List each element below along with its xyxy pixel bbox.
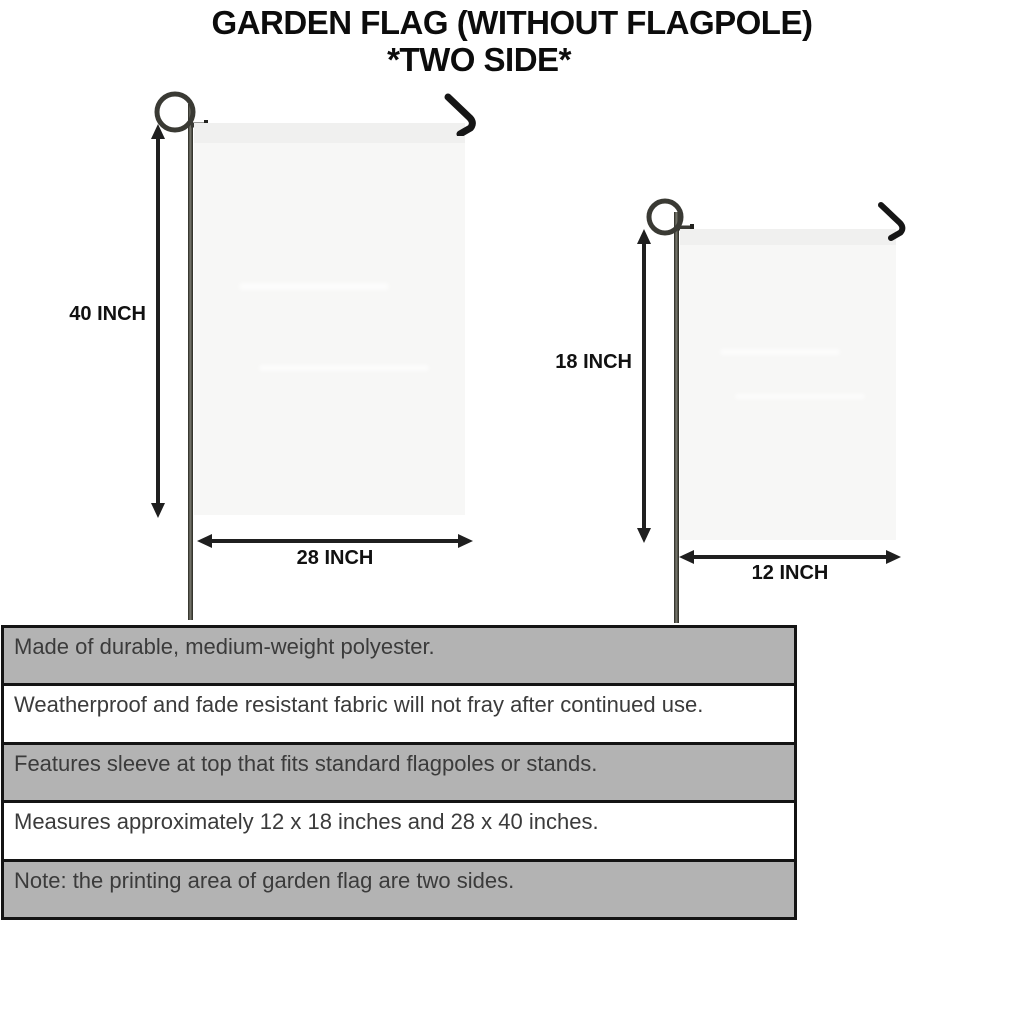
spec-row xyxy=(4,800,794,858)
spec-table xyxy=(1,625,797,920)
spec-row xyxy=(4,859,794,917)
page-title-line1: GARDEN FLAG (WITHOUT FLAGPOLE) xyxy=(211,4,813,41)
fabric-crease xyxy=(720,349,840,355)
large-height-arrow xyxy=(148,124,168,518)
spec-row-text: Note: the printing area of garden flag are two sides. xyxy=(14,867,515,893)
fabric-crease xyxy=(259,365,429,371)
spec-row-text: Made of durable, medium-weight polyester. xyxy=(14,634,435,659)
small-flag-body xyxy=(680,229,896,540)
large-flag-sleeve xyxy=(194,123,465,143)
small-flag-sleeve xyxy=(680,229,896,245)
page-title-line2: *TWO SIDE* xyxy=(387,41,571,78)
pole-hook-icon xyxy=(443,92,479,136)
large-flag-body xyxy=(194,123,465,515)
spec-row-text: Weatherproof and fade resistant fabric will not fray after continued use. xyxy=(14,692,704,718)
spec-row-text: Features sleeve at top that fits standard flagpoles or stands. xyxy=(14,750,598,776)
large-height-label: 40 INCH xyxy=(69,303,146,325)
small-width-label: 12 INCH xyxy=(751,562,829,584)
large-flagpole xyxy=(188,104,193,620)
pole-hook-icon xyxy=(877,201,909,241)
fabric-crease xyxy=(735,394,865,399)
fabric-crease xyxy=(239,283,389,290)
large-width-label: 28 INCH xyxy=(296,547,374,569)
spec-row xyxy=(4,683,794,741)
spec-row xyxy=(4,628,794,683)
spec-row-text: Measures approximately 12 x 18 inches and 28 x 40 inches. xyxy=(14,809,599,835)
small-height-arrow xyxy=(634,229,654,543)
small-height-label: 18 INCH xyxy=(555,351,632,373)
spec-row xyxy=(4,742,794,800)
